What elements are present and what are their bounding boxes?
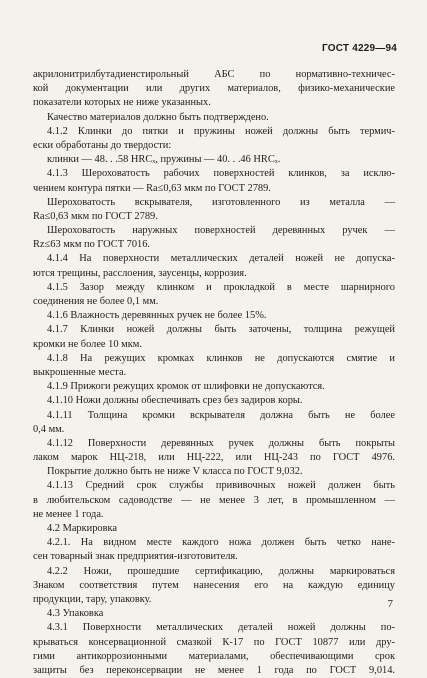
text-line: Ra≤0,63 мкм по ГОСТ 2789.	[33, 210, 158, 222]
text-line: 0,4 мм.	[33, 423, 65, 435]
page-number: 7	[387, 598, 393, 610]
text-line: 4.1.8 На режущих кромках клинков не допускаются смятие и	[47, 352, 395, 364]
text-line: 4.1.11 Толщина кромки вскрывателя должна быть не более	[47, 409, 395, 421]
text-line: кромки не более 10 мкм.	[33, 338, 142, 350]
text-line: 4.3 Упаковка	[47, 608, 104, 620]
text-line: 4.1.10 Ножи должны обеспечивать срез без задиров коры.	[47, 395, 303, 407]
text-line: Покрытие должно быть не ниже V класса по ГОСТ 9,032.	[47, 466, 303, 478]
text-line: 4.1.5 Зазор между клинком и прокладкой в месте шарнирного	[47, 281, 395, 293]
text-line: защиты без переконсервации не менее 1 года по ГОСТ 9,014.	[33, 664, 395, 676]
text-line: 4.1.4 На поверхности металлических деталей ножей не допуска-	[47, 253, 395, 265]
text-line: 4.1.13 Средний срок службы прививочных ножей должен быть	[47, 480, 395, 492]
text-line: не менее 1 года.	[33, 508, 104, 520]
text-line: 4.1.12 Поверхности деревянных ручек должны быть покрыты	[47, 437, 395, 449]
text-line: 4.2.1. На видном месте каждого ножа должен быть четко нане-	[47, 537, 395, 549]
text-line: 4.1.3 Шероховатость рабочих поверхностей клинков, за исклю-	[47, 168, 395, 180]
text-line: Rz≤63 мкм по ГОСТ 7016.	[33, 239, 151, 251]
text-line: крываться консервационной смазкой К-17 по ГОСТ 10877 или дру-	[33, 636, 395, 648]
standard-header: ГОСТ 4229—94	[322, 43, 397, 54]
text-line: соединения не более 0,1 мм.	[33, 296, 159, 307]
text-line: показатели которых не ниже указанных.	[33, 97, 211, 109]
text-line: ются трещины, расслоения, заусенцы, коррозия.	[33, 267, 247, 279]
text-line: 4.2.2 Ножи, прошедшие сертификацию, должны маркироваться	[47, 565, 395, 577]
text-line: 4.1.9 Прижоги режущих кромок от шлифовки не допускаются.	[47, 381, 325, 393]
text-line: продукции, тару, упаковку.	[33, 593, 152, 605]
text-line: кой документации или других материалов, физико-механические	[33, 83, 395, 95]
text-line: сен товарный знак предприятия-изготовителя.	[33, 551, 238, 563]
text-line: Шероховатость наружных поверхностей деревянных ручек —	[47, 225, 395, 237]
text-line: чением контура пятки — Ra≤0,63 мкм по ГОСТ 2789.	[33, 182, 271, 194]
text-line: Качество материалов должно быть подтверждено.	[47, 111, 269, 123]
text-line: ески обработаны до твердости:	[33, 139, 172, 151]
document-body	[33, 68, 395, 678]
text-line: 4.1.6 Влажность деревянных ручек не более 15%.	[47, 310, 267, 322]
text-line: 4.1.2 Клинки до пятки и пружины ножей должны быть термич-	[47, 125, 395, 137]
text-line: выкрошенные места.	[33, 366, 127, 378]
text-line: Шероховатость вскрывателя, изготовленного из металла —	[47, 196, 395, 208]
text-line: акрилонитрилбутадиенстирольный АБС по нормативно-техничес-	[33, 69, 395, 80]
text-line: в любительском садоводстве — не менее 3 лет, в промышленном —	[33, 494, 395, 506]
text-line: Знаком соответствия путем нанесения его на каждую единицу	[33, 579, 395, 591]
text-line: 4.3.1 Поверхности металлических деталей ножей должны по-	[47, 622, 395, 634]
text-line: гими антикоррозионными материалами, обеспечивающими срок	[33, 650, 395, 662]
text-line: клинки — 48. . .58 HRCₓ, пружины — 40. . .46 HRCₓ.	[47, 154, 281, 166]
text-line: 4.2 Маркировка	[47, 523, 118, 534]
text-line: лаком марок НЦ-218, или НЦ-222, или НЦ-243 по ГОСТ 4976.	[33, 452, 395, 464]
text-line: 4.1.7 Клинки ножей должны быть заточены, толщина режущей	[47, 324, 395, 336]
